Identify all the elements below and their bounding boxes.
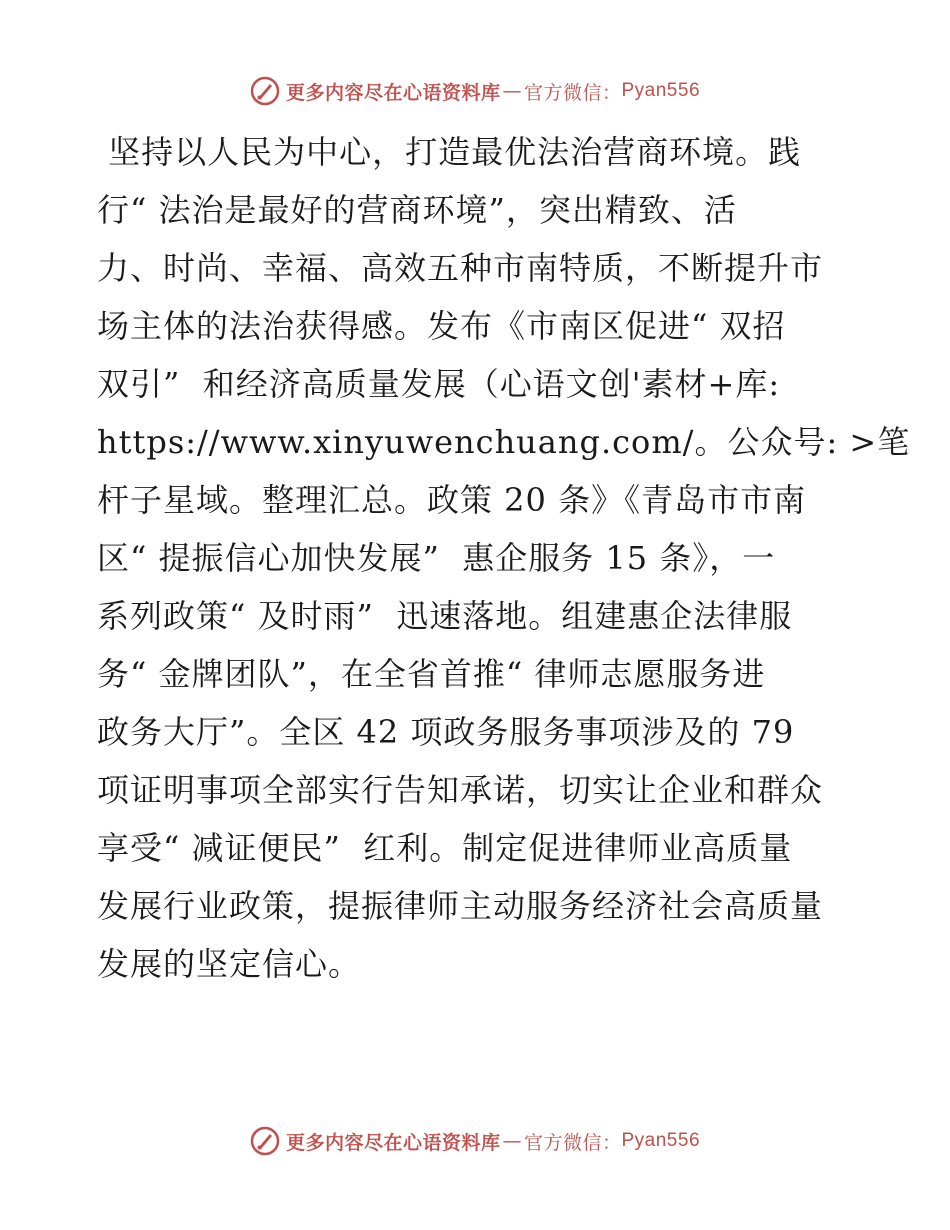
body-line: 杆子星域。整理汇总。政策 20 条》《青岛市市南 xyxy=(97,481,807,519)
watermark-separator: — xyxy=(502,80,522,102)
watermark-wechat-id: Pyan556 xyxy=(621,1130,701,1151)
watermark-wechat-id: Pyan556 xyxy=(621,80,701,101)
body-line: 项证明事项全部实行告知承诺，切实让企业和群众 xyxy=(97,771,824,809)
body-line: 场主体的法治获得感。发布《市南区促进“ 双招 xyxy=(97,307,786,345)
header-watermark xyxy=(0,71,950,111)
watermark-separator: — xyxy=(502,1130,522,1152)
body-line: 行“ 法治是最好的营商环境”，突出精致、活 xyxy=(97,191,737,229)
quill-pen-logo-icon xyxy=(250,1126,280,1156)
body-line: 务“ 金牌团队”，在全省首推“ 律师志愿服务进 xyxy=(97,655,766,693)
watermark-wechat-label: 官方微信： xyxy=(523,1131,622,1154)
watermark-site-text: 更多内容尽在心语资料库 xyxy=(285,81,501,104)
watermark-wechat-label: 官方微信： xyxy=(523,81,622,104)
body-line: 发展行业政策，提振律师主动服务经济社会高质量 xyxy=(97,887,824,925)
body-line: 坚持以人民为中心，打造最优法治营商环境。践 xyxy=(97,133,802,171)
body-line: 享受“ 减证便民” 红利。制定促进律师业高质量 xyxy=(97,829,793,867)
body-line: 发展的坚定信心。 xyxy=(97,945,362,983)
footer-watermark xyxy=(0,1121,950,1161)
body-line: https://www.xinyuwenchuang.com/。公众号: >笔 xyxy=(97,423,911,461)
document-body xyxy=(97,123,911,993)
body-line: 政务大厅”。全区 42 项政务服务事项涉及的 79 xyxy=(97,713,795,751)
quill-pen-logo-icon xyxy=(250,76,280,106)
body-line: 系列政策“ 及时雨” 迅速落地。组建惠企法律服 xyxy=(97,597,793,635)
body-line: 力、时尚、幸福、高效五种市南特质，不断提升市 xyxy=(97,249,824,287)
watermark-site-text: 更多内容尽在心语资料库 xyxy=(285,1131,501,1154)
body-line: 双引” 和经济高质量发展（心语文创'素材+库: xyxy=(97,365,781,403)
body-line: 区“ 提振信心加快发展” 惠企服务 15 条》，一 xyxy=(97,539,776,577)
